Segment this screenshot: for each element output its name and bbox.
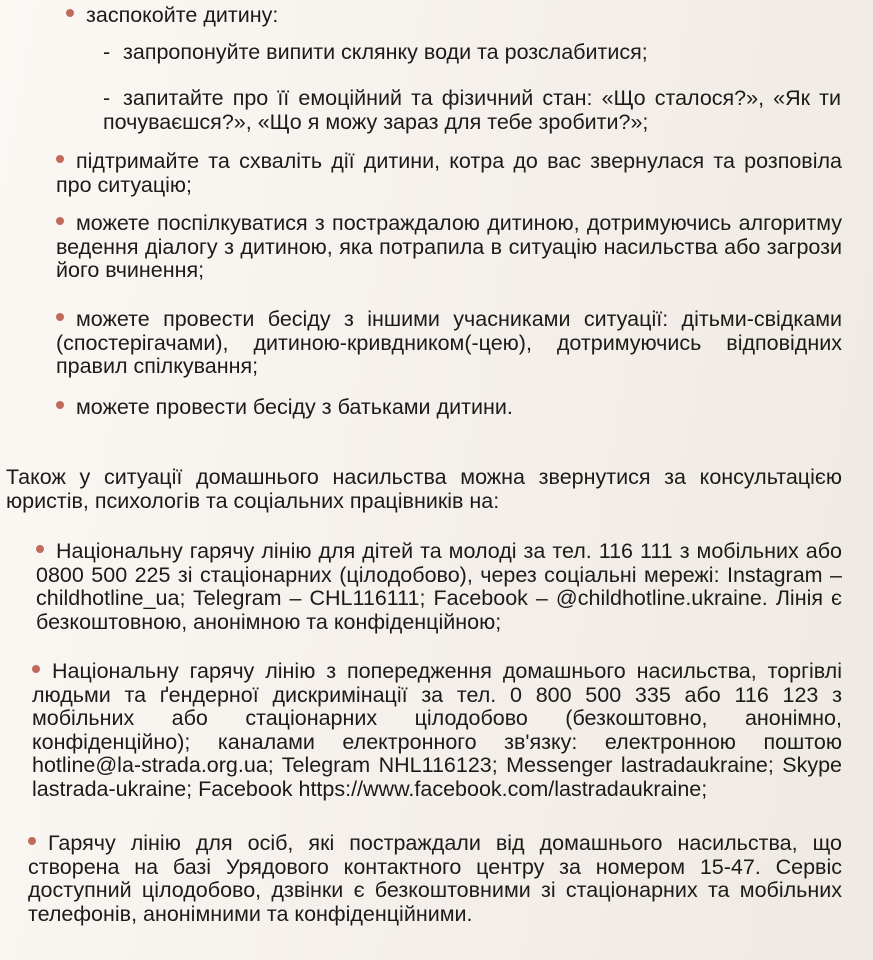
hotline-item bbox=[28, 832, 842, 926]
dash-icon: - bbox=[103, 40, 111, 64]
dash-icon: - bbox=[103, 86, 111, 110]
sub-item bbox=[103, 41, 843, 65]
bullet-calm-child bbox=[66, 4, 826, 28]
bullet-icon bbox=[56, 217, 64, 225]
bullet-icon bbox=[28, 837, 36, 845]
hotline-item bbox=[32, 660, 842, 801]
hotline-text: Національну гарячу лінію з попередження домашнього насильства, торгівлі людьми та ґендерної дискримінації за тел. 0 800 500 335 або 116 123 з мобільних або стаціонарних цілодобово (безкоштовно, анонімно, конфіденційно); каналами електронного зв'язку: електронною поштою hotline@la-strada.org.ua; Telegram NHL116123; Messenger lastradaukraine; Skype lastrada-ukraine; Facebook https://www.facebook.com/lastradaukraine; bbox=[32, 659, 842, 801]
bullet-item bbox=[56, 150, 842, 197]
bullet-text: заспокойте дитину: bbox=[86, 3, 279, 27]
intro-paragraph: Також у ситуації домашнього насильства можна звернутися за консультацією юристів, психологів та соціальних працівників на: bbox=[6, 465, 842, 513]
hotline-item bbox=[36, 540, 842, 634]
bullet-icon bbox=[56, 401, 64, 409]
sub-item-text: запропонуйте випити склянку води та розслабитися; bbox=[123, 40, 648, 64]
bullet-item bbox=[56, 308, 842, 379]
hotline-text: Гарячу лінію для осіб, які постраждали від домашнього насильства, що створена на базі Урядового контактного центру за номером 15-47. Сервіс доступний цілодобово, дзвінки є безкоштовними зі стаціонарних та мобільних телефонів, анонімними та конфіденційними. bbox=[28, 831, 842, 926]
bullet-text: підтримайте та схваліть дії дитини, котра до вас звернулася та розповіла про ситуацію; bbox=[56, 149, 842, 197]
sub-item-text: запитайте про її емоційний та фізичний стан: «Що сталося?», «Як ти почуваєшся?», «Що я можу зараз для тебе зробити?»; bbox=[103, 86, 841, 134]
bullet-icon bbox=[36, 545, 44, 553]
bullet-text: можете провести бесіду з батьками дитини. bbox=[76, 395, 513, 419]
hotline-text: Національну гарячу лінію для дітей та молоді за тел. 116 111 з мобільних або 0800 500 225 зі стаціонарних (цілодобово), через соціальні мережі: Instagram – childhotline_ua; Telegram – CHL116111; Facebook – @childhotline.ukraine. Лінія є безкоштовною, анонімною та конфіденційною; bbox=[36, 539, 842, 634]
bullet-icon bbox=[66, 9, 74, 17]
bullet-text: можете провести бесіду з іншими учасниками ситуації: дітьми-свідками (спостерігачами), дитиною-кривдником(-цею), дотримуючись відповідних правил спілкування; bbox=[56, 307, 842, 378]
bullet-icon bbox=[56, 155, 64, 163]
bullet-icon bbox=[32, 665, 40, 673]
bullet-item bbox=[56, 212, 842, 283]
bullet-text: можете поспілкуватися з постраждалою дитиною, дотримуючись алгоритму ведення діалогу з дитиною, яка потрапила в ситуацію насильства або загрози його вчинення; bbox=[56, 211, 842, 282]
sub-item bbox=[103, 87, 841, 134]
bullet-item bbox=[56, 396, 842, 420]
bullet-icon bbox=[56, 313, 64, 321]
